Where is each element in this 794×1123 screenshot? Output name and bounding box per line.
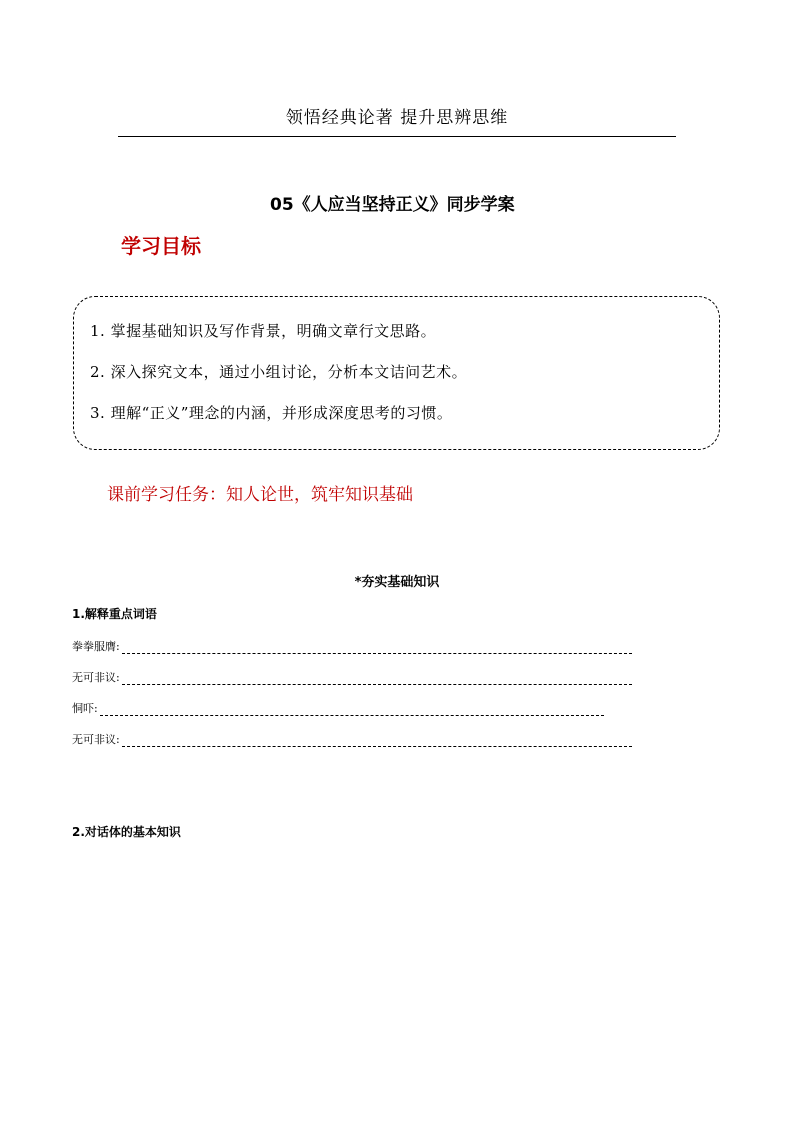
vocab-row [72, 731, 632, 747]
answer-blank[interactable] [122, 746, 632, 747]
learning-goal-2: 2. 深入探究文本，通过小组讨论，分析本文诘问艺术。 [90, 363, 468, 381]
header-divider [118, 136, 676, 137]
learning-goal-1: 1. 掌握基础知识及写作背景，明确文章行文思路。 [90, 322, 437, 340]
learning-goal-3: 3. 理解“正义”理念的内涵，并形成深度思考的习惯。 [90, 404, 453, 422]
vocab-row [72, 638, 632, 654]
document-title: 05《人应当坚持正义》同步学案 [270, 195, 515, 215]
vocab-term: 恫吓: [72, 702, 98, 715]
answer-blank[interactable] [122, 684, 632, 685]
header-title: 领悟经典论著 提升思辨思维 [285, 108, 509, 128]
pre-class-task-heading: 课前学习任务：知人论世，筑牢知识基础 [107, 485, 413, 505]
vocab-row [72, 669, 632, 685]
vocab-term: 拳拳服膺: [72, 640, 120, 653]
vocab-row [72, 700, 604, 716]
vocab-term: 无可非议: [72, 671, 120, 684]
learning-goals-heading: 学习目标 [121, 234, 201, 258]
answer-blank[interactable] [100, 715, 604, 716]
answer-blank[interactable] [122, 653, 632, 654]
vocab-term: 无可非议: [72, 733, 120, 746]
dialogue-section-heading: 2.对话体的基本知识 [72, 825, 181, 839]
basic-knowledge-heading: *夯实基础知识 [354, 575, 440, 590]
vocabulary-section-heading: 1.解释重点词语 [72, 607, 157, 621]
